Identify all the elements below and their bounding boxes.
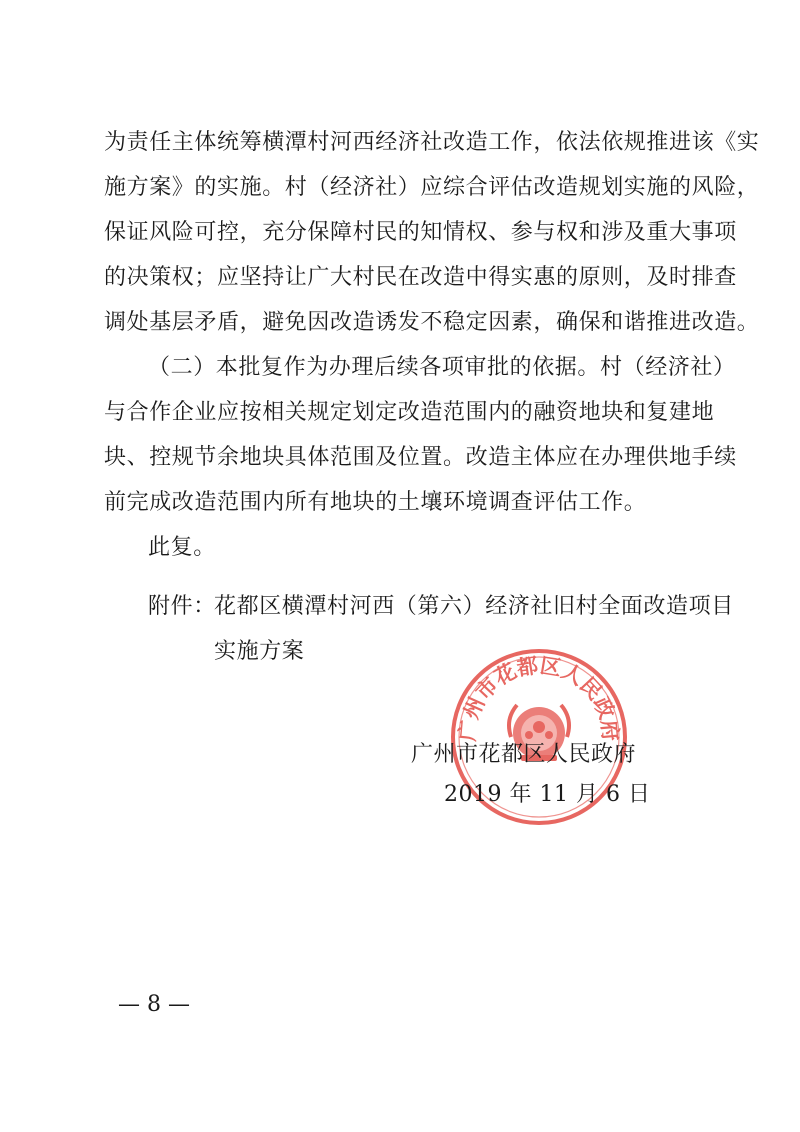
paragraph-1-line-2: 施方案》的实施。村（经济社）应综合评估改造规划实施的风险， [104,175,760,200]
paragraph-1-line-4: 的决策权；应坚持让广大村民在改造中得实惠的原则，及时排查 [104,265,737,290]
paragraph-2-line-4: 前完成改造范围内所有地块的土壤环境调查评估工作。 [104,490,647,515]
issue-date: 2019 年 11 月 6 日 [444,782,651,807]
attachment-title-line-2: 实施方案 [214,639,305,664]
paragraph-1-line-1: 为责任主体统筹横潭村河西经济社改造工作，依法依规推进该《实 [104,130,760,155]
attachment-title-line-1: 花都区横潭村河西（第六）经济社旧村全面改造项目 [214,594,734,619]
seal-text: 广州市花都区人民政府 [454,652,624,743]
paragraph-1-line-5: 调处基层矛盾，避免因改造诱发不稳定因素，确保和谐推进改造。 [104,310,760,335]
paragraph-1-line-3: 保证风险可控，充分保障村民的知情权、参与权和涉及重大事项 [104,220,737,245]
paragraph-2-line-2: 与合作企业应按相关规定划定改造范围内的融资地块和复建地 [104,400,715,425]
closing-text: 此复。 [148,535,216,560]
paragraph-2-line-3: 块、控规节余地块具体范围及位置。改造主体应在办理供地手续 [104,445,737,470]
paragraph-2-line-1: （二）本批复作为办理后续各项审批的依据。村（经济社） [148,355,736,380]
attachment-label: 附件： [148,594,216,619]
page-number: — 8 — [118,992,190,1017]
issuer-name: 广州市花都区人民政府 [411,742,637,767]
